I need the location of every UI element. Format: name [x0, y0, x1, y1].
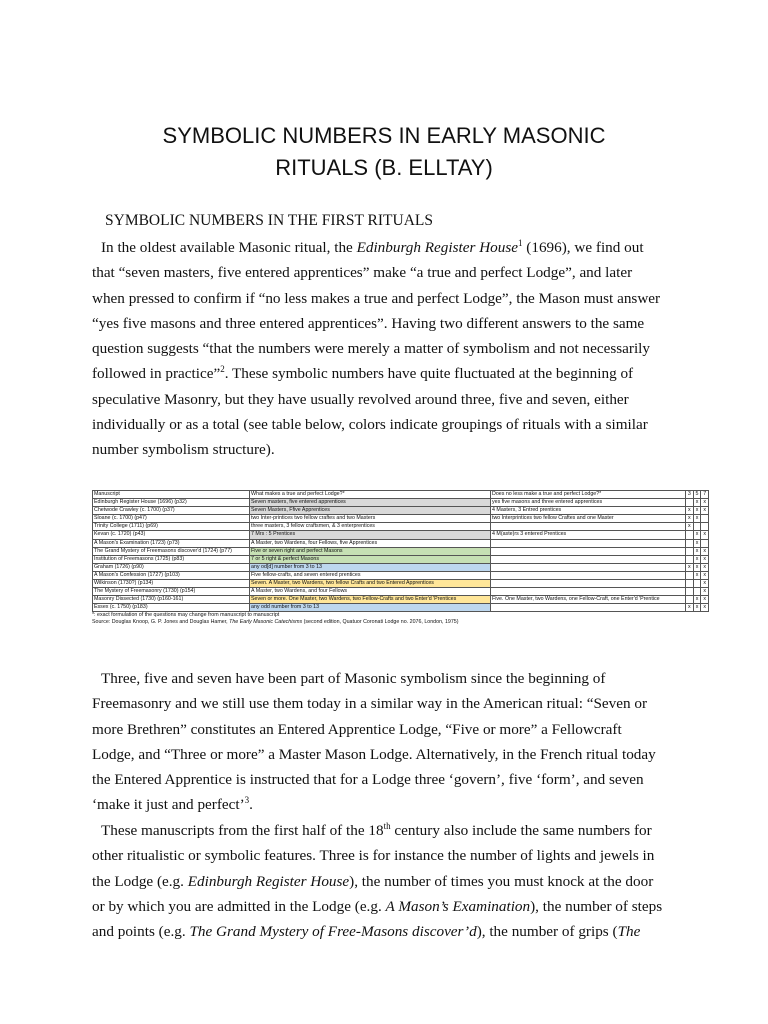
cell-no-less: two Interprintices two fellow Craftes and one Master: [491, 515, 686, 523]
cell-no-less: yes five masons and three entered apprentices: [491, 499, 686, 507]
cell-what-makes: Seven or more. One Master, two Wardens, two Fellow-Crafts and two Enter'd 'Prentices: [250, 596, 491, 604]
cell-no-less: [491, 571, 686, 579]
cell-mark-3: [686, 580, 694, 588]
text-line: individually or as a total (see table below, colors indicate groupings of rituals with a similar: [92, 416, 648, 434]
cell-manuscript: Trinity College (1711) (p69): [93, 523, 250, 531]
text-line: Lodge, and “Three or more” a Master Mason Lodge. Alternatively, in the French ritual today: [92, 745, 656, 763]
cell-no-less: 4 M(aste)rs 3 entered Prentices: [491, 531, 686, 539]
header-5: 5: [693, 491, 701, 499]
text-line: or by which you are admitted in the Lodge (e.g. A Mason’s Examination), the number of steps: [92, 897, 663, 915]
cell-no-less: [491, 547, 686, 555]
cell-mark-3: [686, 596, 694, 604]
cell-manuscript: Essex (c. 1750) (p183): [93, 604, 250, 612]
cell-mark-3: [686, 555, 694, 563]
cell-mark-5: x: [693, 515, 701, 523]
cell-mark-7: [701, 515, 709, 523]
table-row: [93, 555, 709, 563]
title-line-2: RITUALS (B. ELLTAY): [275, 155, 493, 180]
cell-what-makes: A Master, two Wardens, and four Fellows: [250, 588, 491, 596]
footnote-ref[interactable]: 1: [518, 237, 523, 248]
cell-mark-5: x: [693, 547, 701, 555]
table-row: [93, 604, 709, 612]
cell-mark-7: x: [701, 531, 709, 539]
cell-what-makes: three masters, 3 fellow craftsmen, & 3 enterprentices: [250, 523, 491, 531]
ms-title: Edinburgh Register House: [356, 239, 518, 256]
text-line: question suggests “that the numbers were merely a matter of symbolism and not necessarily: [92, 340, 650, 358]
table-footnote: *: exact formulation of the questions may change from manuscript to manuscript: [92, 612, 280, 618]
text-line: other ritualistic or symbolic features. Three is for instance the number of lights and jewels in: [92, 847, 655, 865]
cell-what-makes: A Master, two Wardens, four Fellows, five Apprentices: [250, 539, 491, 547]
text-line: These manuscripts from the first half of the 18th century also include the same numbers for: [101, 820, 652, 839]
cell-manuscript: Masonry Dissected (1730) (p160-161): [93, 596, 250, 604]
cell-mark-7: x: [701, 499, 709, 507]
cell-mark-7: x: [701, 588, 709, 596]
cell-mark-3: x: [686, 563, 694, 571]
cell-manuscript: Chetwode Crawley (c. 1700) (p37): [93, 507, 250, 515]
cell-mark-5: x: [693, 563, 701, 571]
table-row: [93, 588, 709, 596]
cell-what-makes: any odd number from 3 to 13: [250, 604, 491, 612]
numbers-paragraph: [92, 666, 692, 818]
text-line: the Lodge (e.g. Edinburgh Register House), the number of times you must knock at the door: [92, 872, 654, 890]
cell-mark-7: x: [701, 604, 709, 612]
cell-what-makes: two Inter-printices two fellow craftes and two Masters: [250, 515, 491, 523]
table-source: Source: Douglas Knoop, G. P. Jones and Douglas Hamer, The Early Masonic Catechisms (second edition, Quatuor Coronati Lodge no. 2076, London, 1975): [92, 619, 459, 625]
cell-mark-3: [686, 539, 694, 547]
footnote-ref[interactable]: 3: [244, 795, 250, 806]
table-row: [93, 515, 709, 523]
cell-mark-3: x: [686, 507, 694, 515]
cell-no-less: [491, 539, 686, 547]
header-7: 7: [701, 491, 709, 499]
document-title: [0, 120, 768, 184]
cell-manuscript: The Grand Mystery of Freemasons discover'd (1724) (p77): [93, 547, 250, 555]
cell-what-makes: Seven Masters, Ffive Apprentices: [250, 507, 491, 515]
symbolic-numbers-table: [92, 490, 709, 612]
text-line: the Entered Apprentice is instructed that for a Lodge three ‘govern’, five ‘form’, and seven: [92, 771, 644, 789]
table-row: [93, 547, 709, 555]
cell-mark-5: x: [693, 571, 701, 579]
table-row: [93, 531, 709, 539]
table-header-row: [93, 491, 709, 499]
text-line: followed in practice”$^2$. These symbolic numbers have quite fluctuated at the beginning of: [92, 364, 634, 383]
table-row: [93, 563, 709, 571]
text-line: when pressed to confirm if “no less makes a true and perfect Lodge”, the Mason must answer: [92, 289, 661, 307]
cell-mark-7: x: [701, 571, 709, 579]
cell-manuscript: A Mason's Examination (1723) (p73): [93, 539, 250, 547]
cell-no-less: [491, 580, 686, 588]
text-line: number symbolism structure).: [92, 441, 275, 459]
cell-mark-5: x: [693, 499, 701, 507]
table-row: [93, 499, 709, 507]
table-row: [93, 539, 709, 547]
cell-mark-5: x: [693, 555, 701, 563]
cell-mark-5: [693, 588, 701, 596]
text-line: speculative Masonry, but they have usually revolved around three, five and seven, either: [92, 390, 629, 408]
table-row: [93, 596, 709, 604]
cell-no-less: [491, 604, 686, 612]
cell-manuscript: Sloane (c. 1700) (p47): [93, 515, 250, 523]
table-row: [93, 507, 709, 515]
cell-what-makes: Seven. A Master, two Wardens, two fellow Crafts and two Entered Apprentices: [250, 580, 491, 588]
cell-mark-3: x: [686, 515, 694, 523]
cell-what-makes: Five or seven right and perfect Masons: [250, 547, 491, 555]
header-what-makes: What makes a true and perfect Lodge?*: [250, 491, 491, 499]
cell-what-makes: Seven masters, five entered apprentices: [250, 499, 491, 507]
cell-manuscript: Institution of Freemasons (1725) (p83): [93, 555, 250, 563]
cell-mark-5: x: [693, 539, 701, 547]
header-no-less: Does no less make a true and perfect Lodge?*: [491, 491, 686, 499]
cell-mark-7: x: [701, 563, 709, 571]
cell-mark-7: [701, 523, 709, 531]
cell-mark-7: x: [701, 580, 709, 588]
cell-mark-3: [686, 531, 694, 539]
cell-no-less: [491, 588, 686, 596]
cell-manuscript: Wilkinson (1730?) (p134): [93, 580, 250, 588]
cell-no-less: Five. One Master, two Wardens, one Fellow-Craft, one Enter'd 'Prentice: [491, 596, 686, 604]
cell-mark-7: x: [701, 596, 709, 604]
cell-mark-5: [693, 580, 701, 588]
cell-no-less: [491, 555, 686, 563]
cell-what-makes: any od[d] number from 3 to 13: [250, 563, 491, 571]
cell-mark-3: [686, 571, 694, 579]
cell-mark-7: x: [701, 547, 709, 555]
header-3: 3: [686, 491, 694, 499]
section-heading: SYMBOLIC NUMBERS IN THE FIRST RITUALS: [105, 212, 433, 229]
cell-manuscript: Kevan (c. 1720) (p43): [93, 531, 250, 539]
cell-mark-5: x: [693, 507, 701, 515]
title-line-1: SYMBOLIC NUMBERS IN EARLY MASONIC: [162, 123, 606, 148]
header-manuscript: Manuscript: [93, 491, 250, 499]
cell-what-makes: 7 Mrs : 5 Prentices: [250, 531, 491, 539]
cell-mark-3: [686, 588, 694, 596]
table-row: [93, 580, 709, 588]
cell-mark-5: x: [693, 604, 701, 612]
text-line: In the oldest available Masonic ritual, the Edinburgh Register House$^1$ (1696), we find out: [101, 237, 644, 256]
cell-mark-5: x: [693, 596, 701, 604]
text-line: Freemasonry and we still use them today in a similar way in the American ritual: “Seven or: [92, 695, 648, 713]
text-line: “yes five masons and three entered apprentices”. Having two different answers to the same: [92, 314, 645, 332]
table-notes: [92, 612, 459, 626]
cell-what-makes: 7 or 5 right & perfect Masons: [250, 555, 491, 563]
text-line: Three, five and seven have been part of Masonic symbolism since the beginning of: [101, 670, 606, 687]
cell-manuscript: Graham (1726) (p90): [93, 563, 250, 571]
table-row: [93, 571, 709, 579]
manuscripts-paragraph: [92, 818, 692, 944]
cell-no-less: [491, 563, 686, 571]
cell-mark-3: [686, 547, 694, 555]
cell-no-less: [491, 523, 686, 531]
cell-mark-7: x: [701, 507, 709, 515]
cell-mark-5: [693, 523, 701, 531]
cell-manuscript: Edinburgh Register House (1696) (p32): [93, 499, 250, 507]
cell-mark-3: [686, 499, 694, 507]
cell-mark-7: x: [701, 555, 709, 563]
cell-manuscript: A Mason's Confession (1727) (p103): [93, 571, 250, 579]
intro-paragraph: [92, 235, 692, 463]
table-row: [93, 523, 709, 531]
cell-manuscript: The Mystery of Freemasonry (1730) (p154): [93, 588, 250, 596]
text-line: that “seven masters, five entered apprentices” make “a true and perfect Lodge”, and later: [92, 264, 633, 282]
cell-mark-7: [701, 539, 709, 547]
cell-what-makes: Five fellow-crafts, and seven entered prentices: [250, 571, 491, 579]
cell-mark-3: x: [686, 604, 694, 612]
footnote-ref[interactable]: 2: [220, 364, 225, 375]
text-line: ‘make it just and perfect’$^3$.: [92, 795, 253, 814]
cell-mark-3: x: [686, 523, 694, 531]
cell-mark-5: x: [693, 531, 701, 539]
text-line: and points (e.g. The Grand Mystery of Free-Masons discover’d), the number of grips (The: [92, 923, 641, 941]
text-line: more Brethren” constitutes an Entered Apprentice Lodge, “Five or more” a Fellowcraft: [92, 720, 622, 738]
cell-no-less: 4 Masters, 3 Entred prentices: [491, 507, 686, 515]
